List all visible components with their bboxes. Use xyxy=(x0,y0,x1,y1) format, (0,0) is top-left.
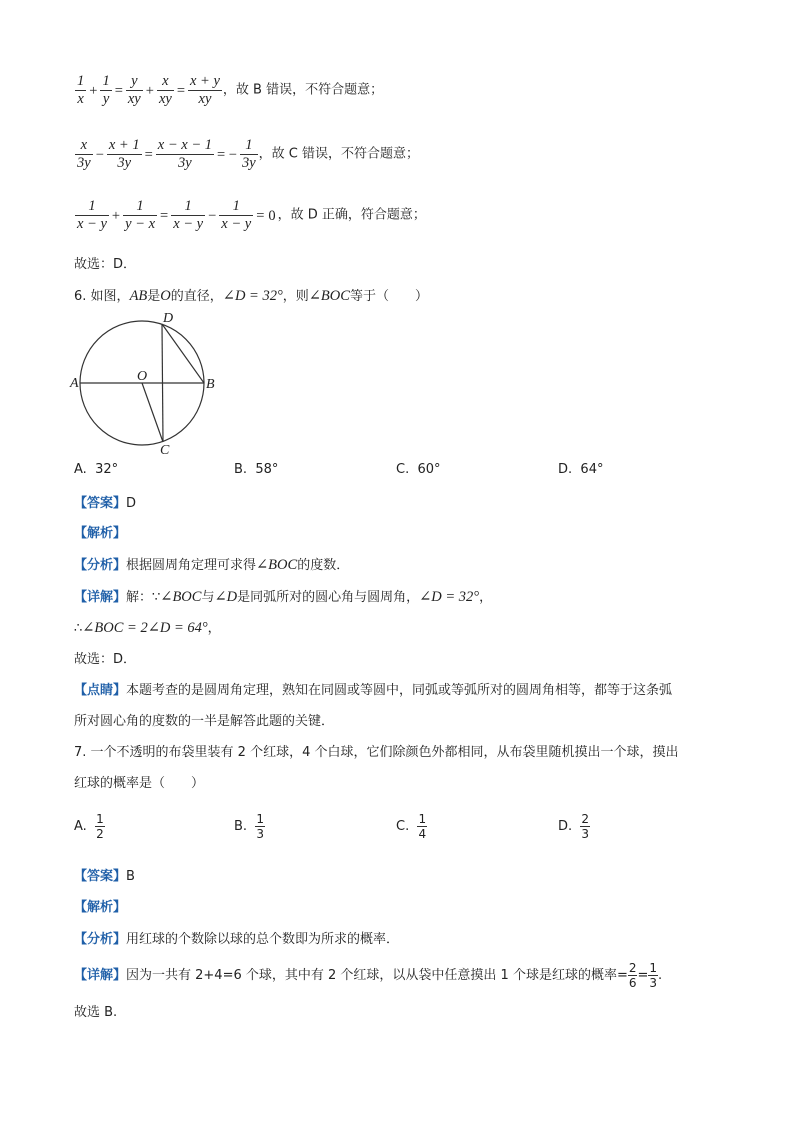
q6-dianjing: 【点睛】本题考查的是圆周角定理，熟知在同圆或等圆中，同弧或等弧所对的圆周角相等，都等于这条弧 xyxy=(74,683,673,698)
answer-tag: 【答案】 xyxy=(74,496,127,511)
q6-stem: 6. 如图，AB是O的直径，∠D = 32°，则∠BOC等于（ ） xyxy=(74,288,428,304)
q7-fenxi: 【分析】用红球的个数除以球的总个数即为所求的概率． xyxy=(74,932,400,947)
q7-stem: 7. 一个不透明的布袋里装有 2 个红球，4 个白球，它们除颜色外都相同，从布袋里随机摸出一个球，摸出 xyxy=(74,745,679,760)
q7-xiangjie: 【详解】因为一共有 2+4=6 个球，其中有 2 个红球，以从袋中任意摸出 1 个球是红球的概率= $\frac{2}{6}$ = $\frac{1}{3}$ . xyxy=(74,961,663,990)
q7-stem-cont: 红球的概率是（ ） xyxy=(74,776,205,791)
label-d: D xyxy=(163,311,174,326)
q6-xiangjie: 【详解】解：∵∠BOC与∠D是同弧所对的圆心角与圆周角，∠D = 32°， xyxy=(74,589,493,605)
q7-option-a[interactable]: A. $\frac{1}{2}$ xyxy=(74,812,104,841)
q7-analysis-heading: 【解析】 xyxy=(74,900,127,915)
equation-option-c: $\frac{x}{3y}$ − $\frac{x + 1}{3y}$ = $\frac{x - x - 1}{3y}$ = − $\frac{1}{3y}$ ，故 C 错误，不符合题意； xyxy=(77,137,420,171)
q6-option-b[interactable]: B. 58° xyxy=(234,462,279,477)
chord-db xyxy=(162,324,204,383)
q7-choice: 故选 B. xyxy=(74,1005,118,1020)
q6-choice: 故选：D． xyxy=(74,652,137,667)
equation-option-b: $\frac{1}{x}$ + $\frac{1}{y}$ = $\frac{y}{xy}$ + $\frac{x}{xy}$ = $\frac{x + y}{xy}$ ，故 B 错误，不符合题意； xyxy=(77,73,384,107)
circle-diagram xyxy=(66,308,226,460)
label-a: A xyxy=(70,376,79,391)
q7-option-c[interactable]: C. $\frac{1}{4}$ xyxy=(396,812,427,841)
label-c: C xyxy=(160,443,170,458)
label-b: B xyxy=(206,377,215,392)
q6-option-a[interactable]: A. 32° xyxy=(74,462,119,477)
q7-option-d[interactable]: D. $\frac{2}{3}$ xyxy=(558,812,590,841)
q6-fenxi: 【分析】根据圆周角定理可求得∠BOC的度数． xyxy=(74,557,350,573)
q6-answer: 【答案】D xyxy=(74,496,137,511)
label-o: O xyxy=(137,369,148,384)
q7-option-b[interactable]: B. $\frac{1}{3}$ xyxy=(234,812,264,841)
q6-dianjing-cont: 所对圆心角的度数的一半是解答此题的关键． xyxy=(74,714,335,729)
chord-dc xyxy=(162,324,163,442)
q6-option-d[interactable]: D. 64° xyxy=(558,462,604,477)
q6-analysis-heading: 【解析】 xyxy=(74,526,127,541)
q5-choice: 故选：D． xyxy=(74,257,137,272)
radius-oc xyxy=(142,383,163,442)
q6-option-c[interactable]: C. 60° xyxy=(396,462,441,477)
q6-therefore: ∴∠BOC = 2∠D = 64°， xyxy=(74,620,221,636)
q7-answer: 【答案】B xyxy=(74,869,135,884)
equation-option-d: $\frac{1}{x - y}$ + $\frac{1}{y - x}$ = $\frac{1}{x - y}$ − $\frac{1}{x - y}$ = 0 ，故 D 正确，符合题意； xyxy=(77,198,426,232)
